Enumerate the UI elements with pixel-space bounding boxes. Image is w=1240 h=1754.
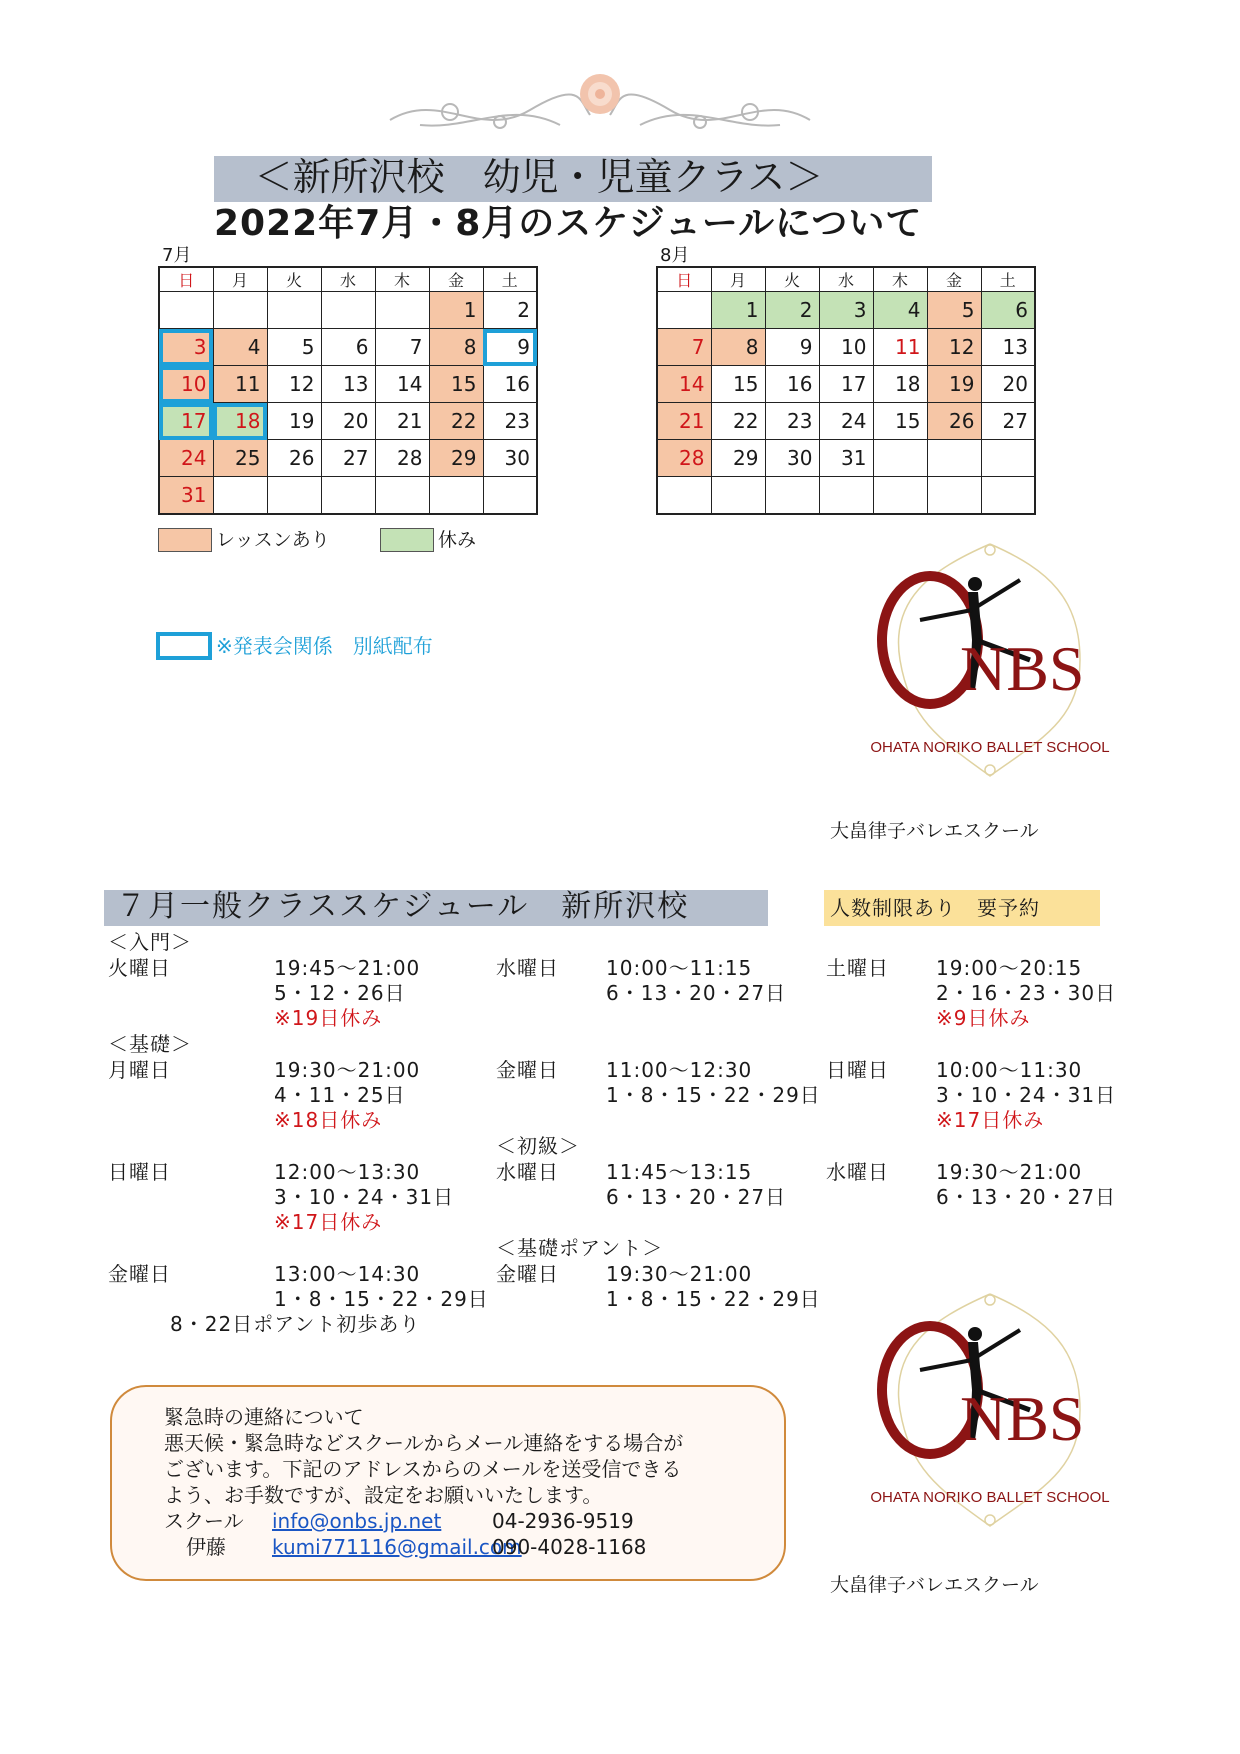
calendar-day: 24 [159, 440, 213, 477]
entry-time: 12:00〜13:30 [274, 1160, 421, 1184]
entry-time: 11:45〜13:15 [606, 1160, 753, 1184]
july-calendar [158, 266, 538, 515]
calendar-day [321, 477, 375, 514]
weekday-header: 金 [927, 267, 981, 292]
calendar-day: 31 [159, 477, 213, 514]
entry-day: 月曜日 [108, 1058, 171, 1082]
contact-line: ございます。下記のアドレスからのメールを送受信できる [164, 1457, 682, 1481]
calendar-day [657, 477, 711, 514]
entry-note: ※17日休み [274, 1210, 383, 1234]
calendar-day: 22 [429, 403, 483, 440]
entry-day: 水曜日 [496, 956, 559, 980]
calendar-day: 31 [819, 440, 873, 477]
calendar-day [213, 477, 267, 514]
calendar-day: 21 [657, 403, 711, 440]
calendar-day: 11 [213, 366, 267, 403]
schedule-title: ７月一般クラススケジュール 新所沢校 [116, 889, 690, 924]
calendar-day: 7 [375, 329, 429, 366]
section-shokyu: ＜初級＞ [496, 1134, 580, 1158]
entry-dates: 1・8・15・22・29日 [606, 1083, 821, 1107]
note-highlight-swatch [156, 632, 212, 660]
calendar-day [375, 292, 429, 329]
calendar-day [159, 292, 213, 329]
calendar-day [765, 477, 819, 514]
calendar-day: 19 [267, 403, 321, 440]
calendar-day: 6 [981, 292, 1035, 329]
entry-day: 水曜日 [826, 1160, 889, 1184]
calendar-day: 5 [267, 329, 321, 366]
calendar-day: 6 [321, 329, 375, 366]
calendar-day: 14 [657, 366, 711, 403]
weekday-header: 金 [429, 267, 483, 292]
entry-time: 11:00〜12:30 [606, 1058, 753, 1082]
weekday-header: 月 [213, 267, 267, 292]
calendar-day [981, 477, 1035, 514]
calendar-day [873, 477, 927, 514]
weekday-header: 火 [765, 267, 819, 292]
calendar-day [711, 477, 765, 514]
calendar-day: 23 [483, 403, 537, 440]
logo-caption: 大畠律子バレエスクール [830, 820, 1039, 842]
calendar-day: 13 [981, 329, 1035, 366]
calendar-day: 28 [657, 440, 711, 477]
calendar-day: 17 [159, 403, 213, 440]
calendar-day: 25 [213, 440, 267, 477]
weekday-header: 日 [159, 267, 213, 292]
onbs-logo [860, 1290, 1120, 1530]
entry-day: 金曜日 [496, 1262, 559, 1286]
calendar-day: 8 [711, 329, 765, 366]
calendar-day [321, 292, 375, 329]
calendar-day: 12 [267, 366, 321, 403]
entry-dates: 3・10・24・31日 [936, 1083, 1117, 1107]
calendar-day: 7 [657, 329, 711, 366]
calendar-day: 28 [375, 440, 429, 477]
entry-note: ※17日休み [936, 1108, 1045, 1132]
calendar-day: 27 [981, 403, 1035, 440]
weekday-header: 月 [711, 267, 765, 292]
calendar-day: 13 [321, 366, 375, 403]
calendar-day: 4 [213, 329, 267, 366]
calendar-day [819, 477, 873, 514]
logo-brand-text: OHATA NORIKO BALLET SCHOOL [870, 1489, 1110, 1506]
svg-text:NBS: NBS [960, 1383, 1085, 1454]
entry-time: 10:00〜11:30 [936, 1058, 1083, 1082]
contact-line: よう、お手数ですが、設定をお願いいたします。 [164, 1483, 603, 1507]
calendar-day: 22 [711, 403, 765, 440]
calendar-day [267, 477, 321, 514]
school-label: スクール [164, 1509, 244, 1533]
calendar-day: 19 [927, 366, 981, 403]
legend-lesson-label: レッスンあり [216, 529, 330, 551]
weekday-header: 土 [483, 267, 537, 292]
entry-dates: 3・10・24・31日 [274, 1185, 455, 1209]
entry-time: 13:00〜14:30 [274, 1262, 421, 1286]
person-label: 伊藤 [186, 1535, 226, 1559]
entry-dates: 4・11・25日 [274, 1083, 406, 1107]
weekday-header: 水 [819, 267, 873, 292]
entry-day: 金曜日 [108, 1262, 171, 1286]
calendar-day [483, 477, 537, 514]
entry-day: 土曜日 [826, 956, 889, 980]
entry-dates: 6・13・20・27日 [606, 1185, 787, 1209]
page-title: ＜新所沢校 幼児・児童クラス＞ [254, 155, 824, 199]
contact-heading: 緊急時の連絡について [164, 1405, 364, 1429]
entry-note: ※19日休み [274, 1006, 383, 1030]
page-subtitle: 2022年7月・8月のスケジュールについて [214, 203, 923, 244]
calendar-day: 26 [267, 440, 321, 477]
school-email-link[interactable]: info@onbs.jp.net [272, 1509, 442, 1533]
july-label: 7月 [162, 245, 192, 266]
calendar-day: 16 [765, 366, 819, 403]
calendar-day: 26 [927, 403, 981, 440]
calendar-day: 11 [873, 329, 927, 366]
calendar-day: 15 [873, 403, 927, 440]
calendar-day [873, 440, 927, 477]
calendar-day [213, 292, 267, 329]
calendar-day: 20 [321, 403, 375, 440]
school-phone: 04-2936-9519 [492, 1509, 634, 1533]
weekday-header: 水 [321, 267, 375, 292]
entry-dates: 1・8・15・22・29日 [606, 1287, 821, 1311]
calendar-day: 29 [711, 440, 765, 477]
calendar-day: 2 [765, 292, 819, 329]
logo-brand-text: OHATA NORIKO BALLET SCHOOL [870, 739, 1110, 756]
calendar-day: 30 [483, 440, 537, 477]
entry-note: ※18日休み [274, 1108, 383, 1132]
entry-dates: 5・12・26日 [274, 981, 406, 1005]
calendar-day: 1 [711, 292, 765, 329]
calendar-day: 9 [483, 329, 537, 366]
calendar-day: 24 [819, 403, 873, 440]
section-nyumon: ＜入門＞ [108, 930, 192, 954]
calendar-day: 9 [765, 329, 819, 366]
calendar-day: 1 [429, 292, 483, 329]
calendar-day: 30 [765, 440, 819, 477]
legend-lesson-swatch [158, 528, 212, 552]
onbs-logo [860, 540, 1120, 780]
legend-rest-swatch [380, 528, 434, 552]
calendar-day: 3 [819, 292, 873, 329]
calendar-day [981, 440, 1035, 477]
calendar-day: 3 [159, 329, 213, 366]
person-phone: 090-4028-1168 [492, 1535, 647, 1559]
calendar-day: 14 [375, 366, 429, 403]
calendar-day: 17 [819, 366, 873, 403]
weekday-header: 日 [657, 267, 711, 292]
entry-dates: 2・16・23・30日 [936, 981, 1117, 1005]
calendar-day: 21 [375, 403, 429, 440]
calendar-day: 12 [927, 329, 981, 366]
section-kiso: ＜基礎＞ [108, 1032, 192, 1056]
calendar-day [267, 292, 321, 329]
calendar-day [927, 440, 981, 477]
calendar-day: 23 [765, 403, 819, 440]
calendar-day: 15 [429, 366, 483, 403]
entry-time: 19:00〜20:15 [936, 956, 1083, 980]
entry-day: 水曜日 [496, 1160, 559, 1184]
weekday-header: 木 [375, 267, 429, 292]
note-text: ※発表会関係 別紙配布 [216, 634, 433, 658]
calendar-day: 20 [981, 366, 1035, 403]
calendar-day: 16 [483, 366, 537, 403]
calendar-day: 15 [711, 366, 765, 403]
calendar-day [657, 292, 711, 329]
calendar-day: 29 [429, 440, 483, 477]
entry-day: 金曜日 [496, 1058, 559, 1082]
calendar-day: 18 [873, 366, 927, 403]
limit-note: 人数制限あり 要予約 [830, 896, 1040, 920]
entry-day: 日曜日 [108, 1160, 171, 1184]
logo-caption: 大畠律子バレエスクール [830, 1574, 1039, 1596]
entry-time: 19:30〜21:00 [936, 1160, 1083, 1184]
rose-ornament [380, 70, 820, 140]
entry-note: ※9日休み [936, 1006, 1031, 1030]
calendar-day: 27 [321, 440, 375, 477]
entry-note: 8・22日ポアント初歩あり [170, 1312, 421, 1336]
calendar-day: 4 [873, 292, 927, 329]
calendar-day: 8 [429, 329, 483, 366]
august-calendar [656, 266, 1036, 515]
legend-rest-label: 休み [438, 529, 477, 551]
calendar-day: 18 [213, 403, 267, 440]
entry-day: 火曜日 [108, 956, 171, 980]
calendar-day: 2 [483, 292, 537, 329]
entry-day: 日曜日 [826, 1058, 889, 1082]
august-label: 8月 [660, 245, 690, 266]
person-email-link[interactable]: kumi771116@gmail.com [272, 1535, 522, 1559]
entry-time: 19:30〜21:00 [274, 1058, 421, 1082]
entry-time: 19:30〜21:00 [606, 1262, 753, 1286]
weekday-header: 土 [981, 267, 1035, 292]
calendar-day [429, 477, 483, 514]
entry-dates: 6・13・20・27日 [606, 981, 787, 1005]
calendar-day [375, 477, 429, 514]
entry-dates: 6・13・20・27日 [936, 1185, 1117, 1209]
section-kiso-pointe: ＜基礎ポアント＞ [496, 1236, 664, 1260]
weekday-header: 木 [873, 267, 927, 292]
contact-line: 悪天候・緊急時などスクールからメール連絡をする場合が [164, 1431, 684, 1455]
entry-time: 10:00〜11:15 [606, 956, 753, 980]
calendar-day: 10 [819, 329, 873, 366]
calendar-day: 10 [159, 366, 213, 403]
calendar-day [927, 477, 981, 514]
weekday-header: 火 [267, 267, 321, 292]
entry-dates: 1・8・15・22・29日 [274, 1287, 489, 1311]
svg-text:NBS: NBS [960, 633, 1085, 704]
entry-time: 19:45〜21:00 [274, 956, 421, 980]
calendar-day: 5 [927, 292, 981, 329]
